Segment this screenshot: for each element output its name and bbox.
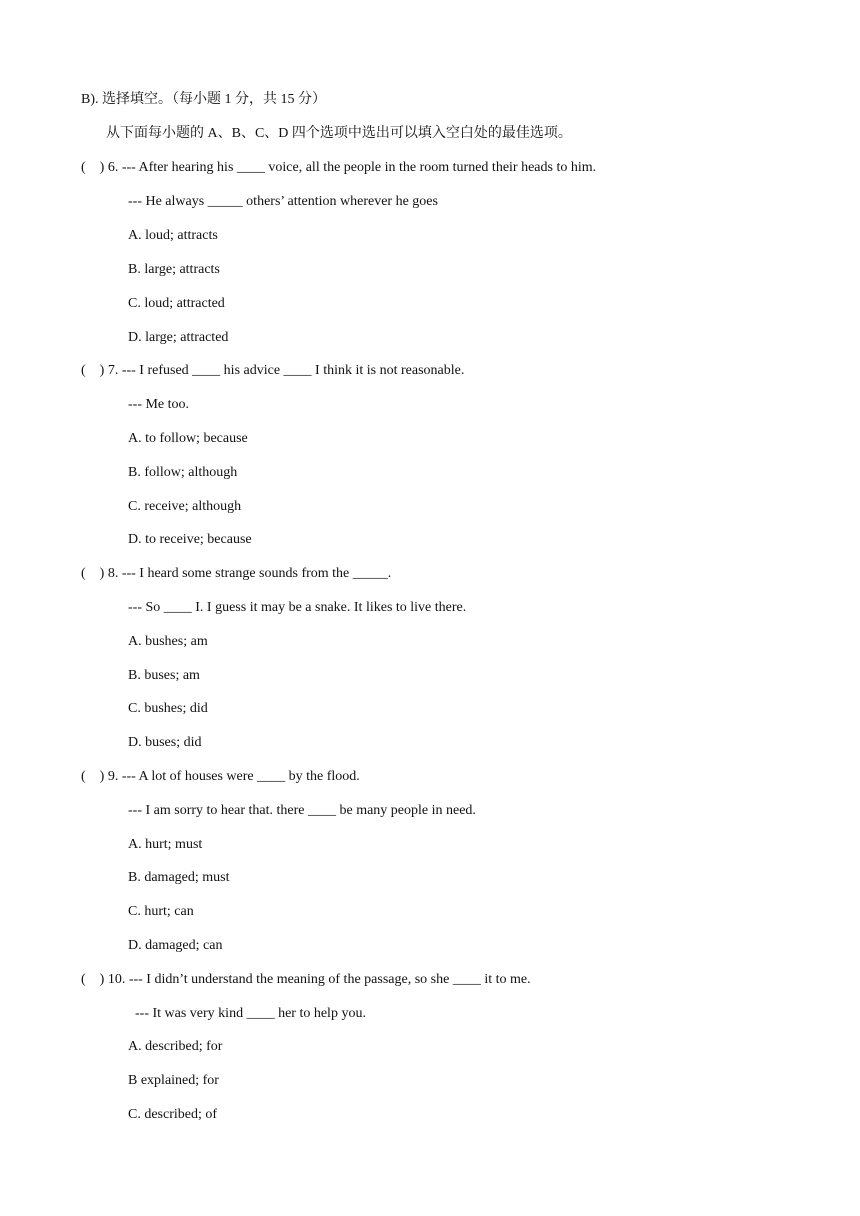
question-6-reply: --- He always _____ others’ attention wherever he goes (128, 194, 438, 209)
question-7-option-c: C. receive; although (128, 499, 242, 514)
question-7-reply: --- Me too. (128, 397, 190, 412)
question-9-option-d: D. damaged; can (128, 938, 223, 953)
question-9-option-a: A. hurt; must (128, 837, 203, 852)
question-9-option-b: B. damaged; must (128, 870, 230, 885)
question-8-reply: --- So ____ I. I guess it may be a snake. It likes to live there. (128, 600, 467, 615)
question-9-reply: --- I am sorry to hear that. there ____ be many people in need. (128, 803, 476, 818)
question-8-option-d: D. buses; did (128, 735, 202, 750)
question-10-option-c: C. described; of (128, 1107, 218, 1122)
section-instruction: 从下面每小题的 A、B、C、D 四个选项中选出可以填入空白处的最佳选项。 (106, 126, 572, 141)
question-6-stem: ( ) 6. --- After hearing his ____ voice, all the people in the room turned their heads to him. (81, 160, 597, 175)
question-8-option-b: B. buses; am (128, 668, 200, 683)
question-6-option-a: A. loud; attracts (128, 228, 218, 243)
question-10-stem: ( ) 10. --- I didn’t understand the meaning of the passage, so she ____ it to me. (81, 972, 531, 987)
question-7-stem: ( ) 7. --- I refused ____ his advice ____ I think it is not reasonable. (81, 363, 465, 378)
question-8-option-c: C. bushes; did (128, 701, 208, 716)
question-9-stem: ( ) 9. --- A lot of houses were ____ by the flood. (81, 769, 360, 784)
question-6-option-d: D. large; attracted (128, 330, 229, 345)
question-6-option-b: B. large; attracts (128, 262, 220, 277)
question-8-option-a: A. bushes; am (128, 634, 208, 649)
question-10-reply: --- It was very kind ____ her to help you. (135, 1006, 366, 1021)
question-6-option-c: C. loud; attracted (128, 296, 225, 311)
question-10-option-a: A. described; for (128, 1039, 223, 1054)
question-9-option-c: C. hurt; can (128, 904, 194, 919)
question-7-option-b: B. follow; although (128, 465, 238, 480)
question-10-option-b: B explained; for (128, 1073, 219, 1088)
question-7-option-d: D. to receive; because (128, 532, 252, 547)
question-7-option-a: A. to follow; because (128, 431, 248, 446)
question-8-stem: ( ) 8. --- I heard some strange sounds from the _____. (81, 566, 392, 581)
section-title: B). 选择填空。（每小题 1 分，共 15 分） (81, 92, 326, 107)
